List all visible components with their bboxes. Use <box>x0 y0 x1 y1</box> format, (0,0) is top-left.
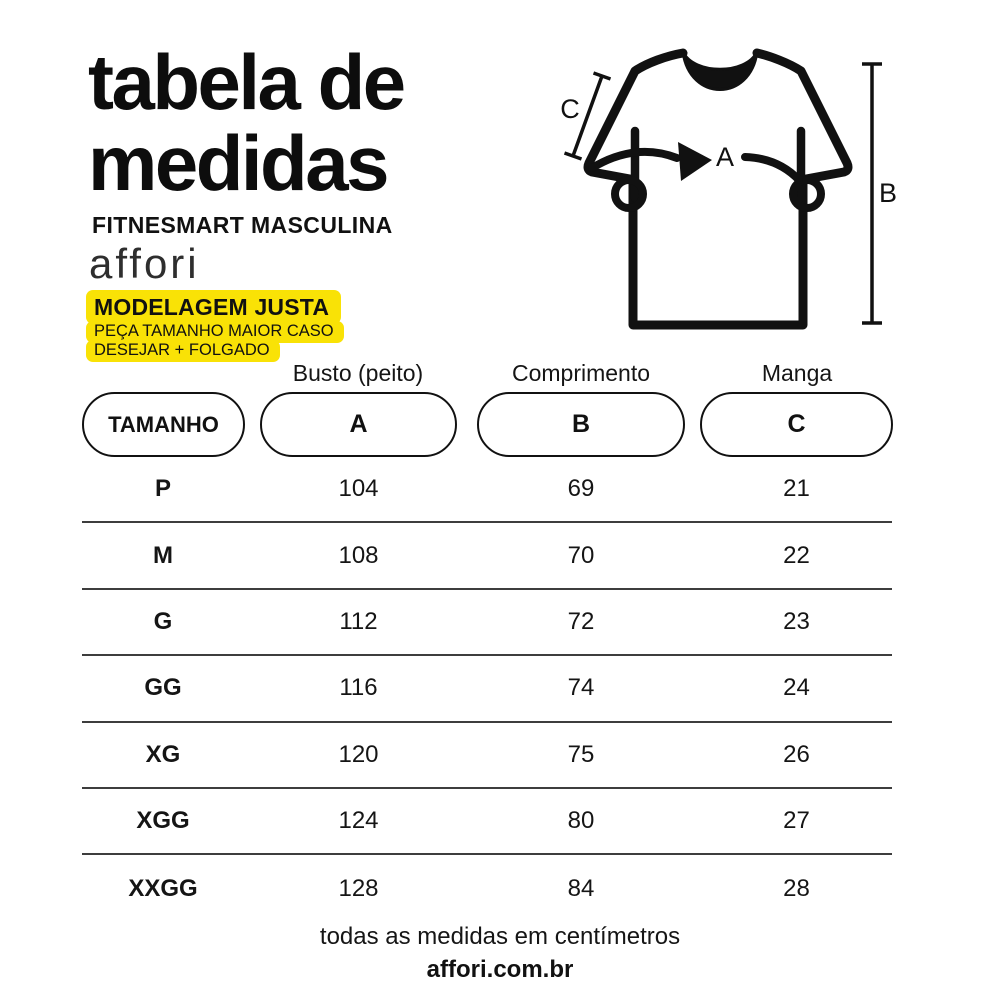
page-title <box>88 38 404 207</box>
tshirt-collar <box>683 52 757 90</box>
sleeve-cell: 22 <box>783 541 810 569</box>
fit-note-title: MODELAGEM JUSTA <box>86 290 341 324</box>
column-caption-sleeve: Manga <box>761 360 833 386</box>
column-caption-length: Comprimento <box>511 360 651 386</box>
sleeve-cell: 23 <box>783 607 810 635</box>
size-cell: G <box>153 607 173 635</box>
column-caption-bust: Busto (peito) <box>292 360 424 386</box>
chest-arrow-right <box>745 157 799 180</box>
size-cell: XXGG <box>128 874 198 902</box>
table-row <box>82 789 892 855</box>
table-row <box>82 656 892 722</box>
fit-note-line3: DESEJAR + FOLGADO <box>86 340 280 362</box>
length-cell: 69 <box>567 475 595 503</box>
table-row <box>82 590 892 656</box>
size-cell: XG <box>145 740 181 768</box>
page-title-line2: medidas <box>88 119 387 207</box>
chest-label: A <box>715 142 735 172</box>
sleeve-cell: 26 <box>783 740 810 768</box>
length-cell: 70 <box>567 541 595 569</box>
bust-cell: 112 <box>339 607 378 635</box>
bust-cell: 128 <box>338 874 379 902</box>
length-cell: 80 <box>567 807 595 835</box>
table-row <box>82 723 892 789</box>
length-label: B <box>878 178 898 208</box>
bust-cell: 108 <box>338 541 379 569</box>
tshirt-outline <box>588 53 848 325</box>
header-pill-size: TAMANHO <box>82 392 245 457</box>
size-cell: GG <box>144 674 182 702</box>
bust-cell: 116 <box>339 674 378 702</box>
table-row <box>82 457 892 523</box>
product-subtitle: FITNESMART MASCULINA <box>92 212 393 238</box>
table-row <box>82 855 892 921</box>
page-title-line1: tabela de <box>88 38 404 126</box>
brand-logo: affori <box>89 240 200 287</box>
header-pill-c: C <box>700 392 893 457</box>
length-cell: 74 <box>567 674 595 702</box>
length-cell: 75 <box>567 740 595 768</box>
bust-cell: 120 <box>338 740 379 768</box>
header-pill-b: B <box>477 392 685 457</box>
fit-note <box>86 290 344 362</box>
table-row <box>82 523 892 589</box>
website-text: affori.com.br <box>426 956 574 983</box>
chest-arrowhead-icon <box>678 142 712 181</box>
bust-cell: 104 <box>338 475 379 503</box>
header-pill-a: A <box>260 392 457 457</box>
length-cell: 72 <box>567 607 595 635</box>
units-note: todas as medidas em centímetros <box>319 923 681 950</box>
size-cell: P <box>154 475 171 503</box>
sleeve-cell: 28 <box>783 874 810 902</box>
bust-cell: 124 <box>338 807 379 835</box>
fit-note-line2: PEÇA TAMANHO MAIOR CASO <box>86 321 344 343</box>
size-table <box>82 457 892 922</box>
sleeve-cell: 21 <box>783 475 810 503</box>
sleeve-label: C <box>560 94 580 124</box>
sleeve-cell: 24 <box>783 674 810 702</box>
size-cell: XGG <box>136 807 190 835</box>
tshirt-diagram-icon <box>540 30 920 340</box>
length-cell: 84 <box>567 874 595 902</box>
size-cell: M <box>153 541 173 569</box>
sleeve-cell: 27 <box>783 807 810 835</box>
